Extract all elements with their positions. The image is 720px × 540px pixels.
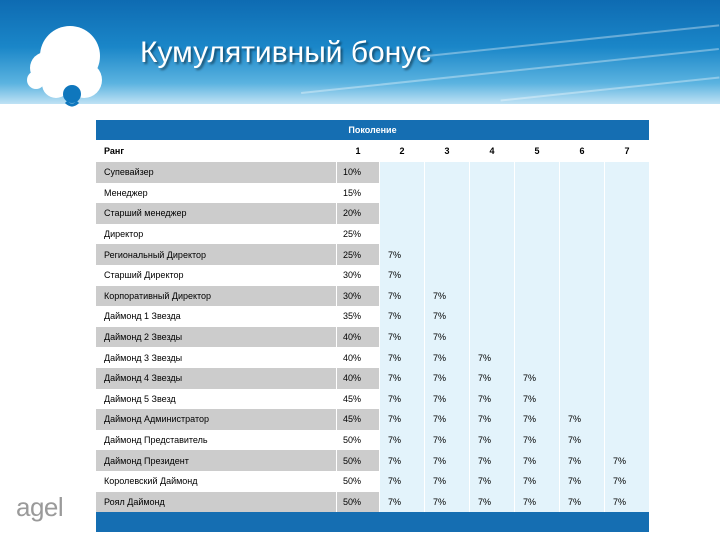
percent-cell: 7%: [559, 471, 604, 492]
percent-cell: [379, 224, 424, 245]
percent-cell: 7%: [469, 471, 514, 492]
generation-col-header: 4: [469, 140, 514, 162]
percent-cell: [604, 368, 649, 389]
percent-cell: 7%: [424, 430, 469, 451]
percent-cell: 7%: [514, 389, 559, 410]
percent-cell: [559, 327, 604, 348]
percent-cell: 7%: [379, 492, 424, 513]
rank-name: Корпоративный Директор: [96, 286, 336, 307]
percent-cell: 40%: [336, 368, 379, 389]
table-row: [96, 368, 649, 389]
banner-streak: [500, 77, 719, 102]
percent-cell: 7%: [559, 430, 604, 451]
rank-name: Роял Даймонд: [96, 492, 336, 513]
percent-cell: [604, 306, 649, 327]
percent-cell: 7%: [379, 306, 424, 327]
percent-cell: 7%: [424, 450, 469, 471]
percent-cell: [514, 347, 559, 368]
percent-cell: 7%: [604, 492, 649, 513]
percent-cell: [514, 203, 559, 224]
percent-cell: [559, 286, 604, 307]
rank-name: Супевайзер: [96, 162, 336, 183]
percent-cell: [559, 368, 604, 389]
percent-cell: 40%: [336, 347, 379, 368]
table-row: [96, 430, 649, 451]
percent-cell: 7%: [514, 492, 559, 513]
table-row: [96, 224, 649, 245]
rank-name: Даймонд Президент: [96, 450, 336, 471]
rank-name: Старший Директор: [96, 265, 336, 286]
percent-cell: 45%: [336, 409, 379, 430]
percent-cell: 7%: [469, 492, 514, 513]
slide-title: Кумулятивный бонус: [140, 36, 431, 69]
percent-cell: [514, 183, 559, 204]
percent-cell: [559, 244, 604, 265]
percent-cell: [604, 203, 649, 224]
percent-cell: 7%: [379, 389, 424, 410]
percent-cell: [469, 306, 514, 327]
percent-cell: 7%: [559, 492, 604, 513]
percent-cell: [379, 162, 424, 183]
percent-cell: 7%: [469, 389, 514, 410]
rank-name: Даймонд Администратор: [96, 409, 336, 430]
percent-cell: 7%: [469, 450, 514, 471]
percent-cell: [559, 203, 604, 224]
percent-cell: 7%: [559, 409, 604, 430]
percent-cell: 50%: [336, 471, 379, 492]
percent-cell: 7%: [424, 389, 469, 410]
rank-name: Директор: [96, 224, 336, 245]
percent-cell: 7%: [424, 306, 469, 327]
rank-name: Королевский Даймонд: [96, 471, 336, 492]
rank-name: Даймонд Представитель: [96, 430, 336, 451]
percent-cell: [514, 327, 559, 348]
percent-cell: [514, 244, 559, 265]
percent-cell: [469, 203, 514, 224]
percent-cell: 7%: [424, 286, 469, 307]
table-row: [96, 450, 649, 471]
percent-cell: 7%: [379, 471, 424, 492]
percent-cell: [469, 286, 514, 307]
percent-cell: [514, 265, 559, 286]
table-row: [96, 389, 649, 410]
percent-cell: 7%: [379, 244, 424, 265]
percent-cell: [604, 224, 649, 245]
percent-cell: 7%: [514, 471, 559, 492]
table-row: [96, 265, 649, 286]
percent-cell: [559, 162, 604, 183]
generation-col-header: 6: [559, 140, 604, 162]
percent-cell: [514, 306, 559, 327]
generation-col-header: 5: [514, 140, 559, 162]
percent-cell: [604, 265, 649, 286]
percent-cell: [604, 244, 649, 265]
percent-cell: 7%: [604, 450, 649, 471]
percent-cell: [469, 224, 514, 245]
rank-name: Даймонд 3 Звезды: [96, 347, 336, 368]
table-row: [96, 306, 649, 327]
percent-cell: 7%: [604, 471, 649, 492]
table-row: [96, 162, 649, 183]
table-row: [96, 244, 649, 265]
percent-cell: 7%: [469, 347, 514, 368]
bonus-table: [96, 120, 649, 532]
percent-cell: [424, 162, 469, 183]
percent-cell: [559, 224, 604, 245]
generation-col-header: 2: [379, 140, 424, 162]
percent-cell: 40%: [336, 327, 379, 348]
percent-cell: 10%: [336, 162, 379, 183]
percent-cell: [604, 409, 649, 430]
percent-cell: [469, 327, 514, 348]
rank-name: Менеджер: [96, 183, 336, 204]
table-row: [96, 409, 649, 430]
percent-cell: [379, 183, 424, 204]
brand-logo-text: agel: [16, 492, 64, 522]
percent-cell: [604, 162, 649, 183]
percent-cell: 7%: [379, 368, 424, 389]
table-footer-bar: [96, 512, 649, 532]
percent-cell: 15%: [336, 183, 379, 204]
percent-cell: 7%: [379, 286, 424, 307]
percent-cell: 25%: [336, 224, 379, 245]
percent-cell: [559, 389, 604, 410]
percent-cell: [424, 203, 469, 224]
percent-cell: [424, 265, 469, 286]
rank-name: Даймонд 5 Звезд: [96, 389, 336, 410]
percent-cell: 35%: [336, 306, 379, 327]
table-row: [96, 203, 649, 224]
percent-cell: 30%: [336, 265, 379, 286]
percent-cell: 7%: [424, 492, 469, 513]
table-row: [96, 327, 649, 348]
table-row: [96, 286, 649, 307]
percent-cell: [514, 224, 559, 245]
percent-cell: 7%: [514, 450, 559, 471]
percent-cell: [604, 347, 649, 368]
percent-cell: [604, 389, 649, 410]
percent-cell: 7%: [514, 368, 559, 389]
percent-cell: [469, 244, 514, 265]
rank-name: Даймонд 1 Звезда: [96, 306, 336, 327]
percent-cell: [424, 183, 469, 204]
percent-cell: 7%: [424, 409, 469, 430]
percent-cell: 50%: [336, 450, 379, 471]
percent-cell: 7%: [379, 327, 424, 348]
percent-cell: 7%: [469, 368, 514, 389]
rank-name: Даймонд 2 Звезды: [96, 327, 336, 348]
percent-cell: [514, 162, 559, 183]
table-row: [96, 492, 649, 513]
table-row: [96, 347, 649, 368]
percent-cell: [469, 265, 514, 286]
percent-cell: 45%: [336, 389, 379, 410]
percent-cell: 7%: [424, 327, 469, 348]
percent-cell: 7%: [379, 265, 424, 286]
percent-cell: [469, 162, 514, 183]
generation-col-header: 7: [604, 140, 649, 162]
percent-cell: 7%: [559, 450, 604, 471]
percent-cell: [604, 430, 649, 451]
percent-cell: [379, 203, 424, 224]
percent-cell: [559, 265, 604, 286]
generation-col-header: 3: [424, 140, 469, 162]
percent-cell: [469, 183, 514, 204]
table-body: [96, 162, 649, 512]
percent-cell: 7%: [379, 347, 424, 368]
percent-cell: 7%: [469, 430, 514, 451]
percent-cell: [559, 347, 604, 368]
percent-cell: [424, 224, 469, 245]
percent-cell: 7%: [469, 409, 514, 430]
percent-cell: 7%: [424, 347, 469, 368]
rank-name: Даймонд 4 Звезды: [96, 368, 336, 389]
percent-cell: 20%: [336, 203, 379, 224]
rank-header: Ранг: [96, 140, 336, 162]
percent-cell: 50%: [336, 430, 379, 451]
percent-cell: 25%: [336, 244, 379, 265]
table-row: [96, 183, 649, 204]
percent-cell: [424, 244, 469, 265]
percent-cell: [559, 183, 604, 204]
percent-cell: 7%: [379, 450, 424, 471]
percent-cell: 7%: [424, 471, 469, 492]
percent-cell: 7%: [514, 430, 559, 451]
percent-cell: 7%: [379, 409, 424, 430]
percent-cell: 30%: [336, 286, 379, 307]
percent-cell: 7%: [424, 368, 469, 389]
generation-col-header: 1: [336, 140, 379, 162]
table-header-row: [96, 140, 649, 162]
percent-cell: 50%: [336, 492, 379, 513]
percent-cell: [604, 327, 649, 348]
table-row: [96, 471, 649, 492]
rank-name: Старший менеджер: [96, 203, 336, 224]
agel-cloud-logo-icon: [26, 22, 108, 110]
generation-header: Поколение: [96, 120, 649, 140]
percent-cell: [604, 286, 649, 307]
percent-cell: [559, 306, 604, 327]
percent-cell: 7%: [514, 409, 559, 430]
rank-name: Региональный Директор: [96, 244, 336, 265]
percent-cell: [514, 286, 559, 307]
percent-cell: 7%: [379, 430, 424, 451]
percent-cell: [604, 183, 649, 204]
